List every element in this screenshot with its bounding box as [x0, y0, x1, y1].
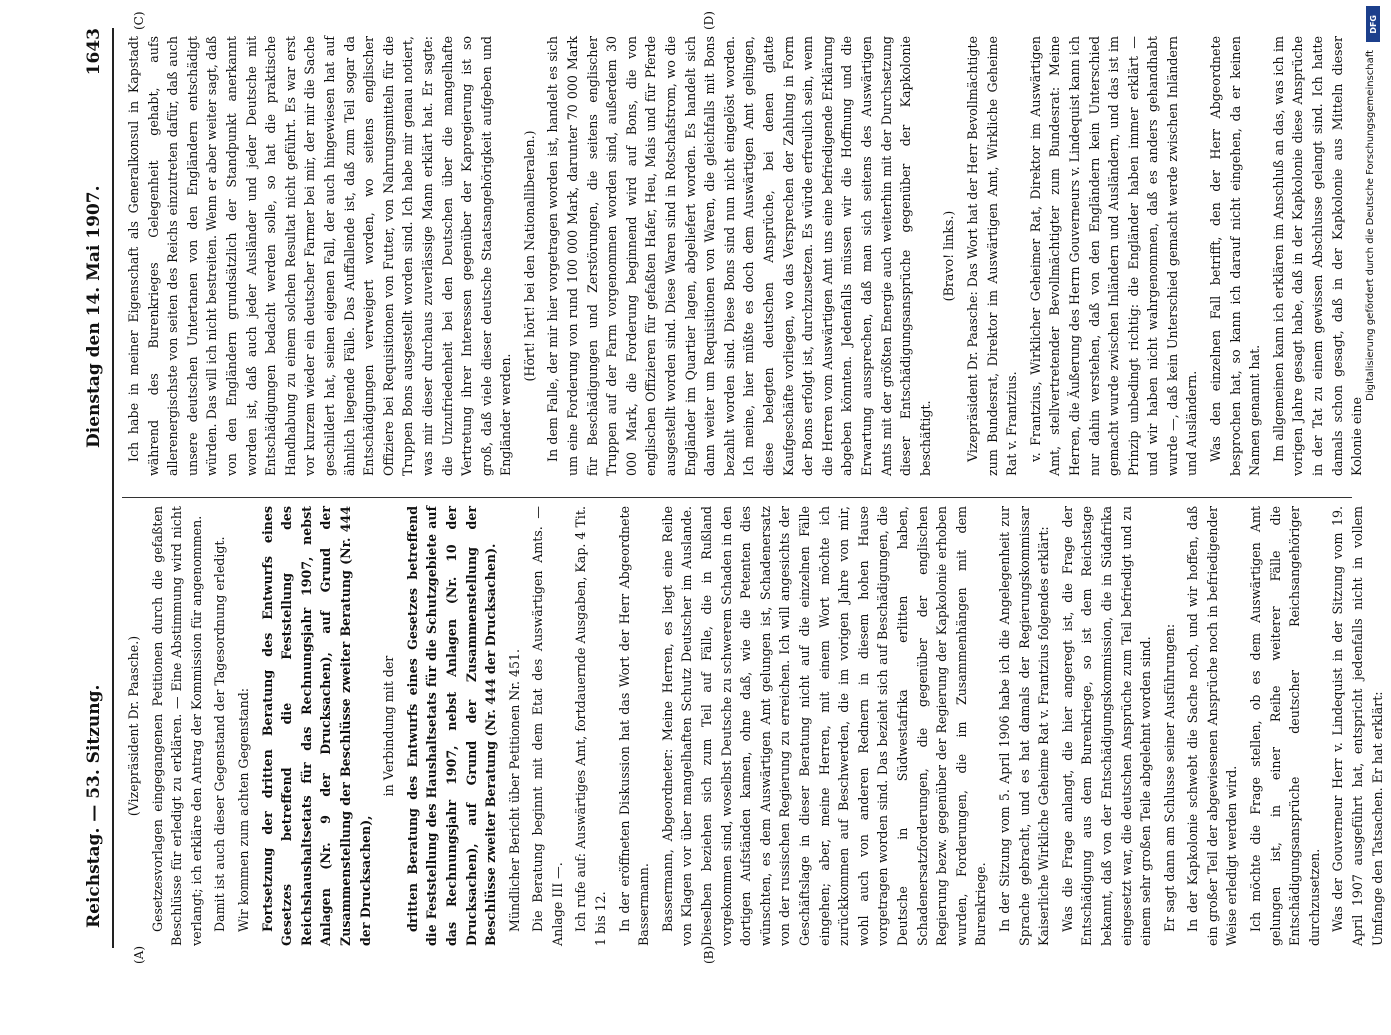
paragraph: Wir kommen zum achten Gegenstand:	[235, 687, 251, 932]
header-date: Dienstag den 14. Mai 1907.	[84, 185, 104, 448]
dfg-logo: DFG	[1366, 6, 1380, 42]
paragraph: Im allgemeinen kann ich erklären im Anschluß an das, was ich im vorigen Jahre gesagt habe, daß in der Kapkolonie diese Ansprüche in der Tat zu einem gewissen Abschlusse gelangt sind. Ich hatte damals schon gesagt, daß in der Kapkolonie aus Mitteln dieser Kolonie eine	[1270, 36, 1365, 476]
quotation: Was die Frage anlangt, die hier angeregt ist, die Frage der Entschädigung aus dem Burenkriege, so ist dem Reichstage bekannt, daß von der Entschädigungskommission, die in Südafrika eingesetzt war, die deutschen Ansprüche zum Teil befriedigt und zu einem sehr großen Teile abgelehnt worden sind.	[1059, 506, 1154, 946]
agenda-item: dritten Beratung des Entwurfs eines Gesetzes betreffend die Feststellung des Haushaltsetats für die Schutzgebiete auf das Rechnungsjahr 1907, nebst Anlagen (Nr. 10 der Drucksachen), auf Grund der Zusammenstellung der Beschlüsse zweiter Beratung (Nr. 444 der Drucksachen).	[404, 506, 499, 946]
left-column	[124, 506, 1391, 946]
agenda-item: Fortsetzung der dritten Beratung des Entwurfs eines Gesetzes betreffend die Feststellung des Reichshaushaltsetats für das Rechnungsjahr 1907, nebst Anlagen (Nr. 9 der Drucksachen), auf Grund der Zusammenstellung der Beschlüsse zweiter Beratung (Nr. 444 der Drucksachen),	[259, 506, 373, 946]
interjection: (Bravo! links.)	[941, 210, 957, 302]
paragraph: Gesetzesvorlagen eingegangenen Petitionen durch die gefaßten Beschlüsse für erledigt zu erklären. — Eine Abstimmung wird nicht verlangt; ich erkläre den Antrag der Kommission für angenommen.	[149, 506, 204, 946]
paragraph: Was der Gouverneur Herr v. Lindequist in der Sitzung vom 19. April 1907 ausgeführt hat, entspricht jedenfalls nicht in vollem Umfange den Tatsachen. Er hat erklärt:	[1330, 506, 1385, 946]
paragraph: Was den einzelnen Fall betrifft, den der Herr Abgeordnete besprochen hat, so kann ich darauf nicht eingehen, da er keinen Namen genannt hat.	[1208, 36, 1263, 476]
paragraph: Mündlicher Bericht über Petitionen Nr. 451.	[506, 648, 522, 932]
margin-mark-d: (D)	[702, 11, 716, 30]
paragraph: Er sagt dann am Schlusse seiner Ausführungen:	[1161, 623, 1177, 932]
margin-mark-c: (C)	[132, 11, 146, 30]
quotation: Ich habe in meiner Eigenschaft als Generalkonsul in Kapstadt während des Burenkrieges Gelegenheit gehabt, aufs allerenergischste von seiten des Reichs einzutreten dafür, daß auch unsere deutschen Untertanen von den Engländern entschädigt würden. Das will ich nicht bestreiten. Wenn er aber weiter sagt, daß von den Engländern grundsätzlich der Standpunkt anerkannt worden ist, daß auch jeder Ausländer und jeder Deutsche mit Entschädigungen bedacht werden solle, so hat die praktische Handhabung zu einem solchen Resultat nicht geführt. Es war erst vor kurzem wieder ein deutscher Farmer bei mir, der mir die Sache geschildert hat, seinen eigenen Fall, der auch hingewiesen hat auf ähnlich liegende Fälle. Das Auffallende ist, daß zum Teil sogar da Entschädigungen verweigert worden, wo seitens englischer Offiziere bei Requisitionen von Futter, von Nahrungsmitteln für die Truppen Bons ausgestellt worden sind. Ich habe mir genau notiert, was mir dieser durchaus zuverlässige Mann erklärt hat. Er sagte: die Unzufriedenheit bei den Deutschen über die mangelhafte Vertretung ihrer Interessen gegenüber der Kapregierung ist so groß, daß viele dieser deutsche Staatsangehörigkeit aufgeben und Engländer werden.	[126, 36, 514, 476]
paragraph: in Verbindung mit der	[381, 655, 397, 797]
header-left: Reichstag. — 53. Sitzung.	[84, 684, 104, 928]
paragraph: (Vizepräsident Dr. Paasche.)	[126, 635, 141, 817]
paragraph: Ich möchte die Frage stellen, ob es dem Auswärtigen Amt gelungen ist, in einer Reihe weiterer Fälle die Entschädigungsansprüche deutscher Reichsangehöriger durchzusetzen.	[1248, 506, 1322, 946]
funding-sidebar	[1365, 50, 1383, 1035]
page-number: 1643	[84, 28, 104, 76]
speech: Bassermann, Abgeordneter: Meine Herren, es liegt eine Reihe von Klagen vor über mangelhaften Schutz Deutscher im Auslande. Dieselben beziehen sich zum Teil auf Fälle, die in Rußland vorgekommen sind, woselbst Deutsche zu schwerem Schaden in den dortigen Aufständen kamen, ohne daß, wie die Petenten dies wünschten, es dem Auswärtigen Amt gelungen ist, Schadenersatz von der russischen Regierung zu erreichen. Ich will angesichts der Geschäftslage in dieser Beratung nicht auf die einzelnen Fälle eingehen; aber, meine Herren, mit einem Wort möchte ich zurückkommen auf Beschwerden, die im vorigen Jahre von mir, wohl auch von anderen Rednern in diesem hohen Hause vorgetragen worden sind. Das bezieht sich auf Beschädigungen, die Deutsche in Südwestafrika erlitten haben, Schadenersatzforderungen, die gegenüber der englischen Regierung bezw. gegenüber der Regierung der Kapkolonie erhoben wurden, Forderungen, die im Zusammenhängen mit dem Burenkriege.	[659, 506, 989, 946]
page-header	[80, 8, 110, 968]
margin-mark-b: (B)	[702, 945, 716, 964]
paragraph: In dem Falle, der mir hier vorgetragen worden ist, handelt es sich um eine Forderung von rund 100 000 Mark, darunter 70 000 Mark für Beschädigungen und Zerstörungen, die seitens englischer Truppen auf der Farm vorgenommen worden sind, außerdem 30 000 Mark, die Forderung beginnend wird auf Bons, die von englischen Offizieren für gefaßten Hafer, Heu, Mais und für Pferde ausgestellt worden sind. Diese Waren sind in Rotschafstrom, wo die Engländer im Quartier lagen, abgeliefert worden. Es handelt sich dann weiter um Requisitionen von Waren, die gleichfalls mit Bons bezahlt worden sind. Diese Bons sind nun nicht eingelöst worden. Ich meine, hier müßte es doch dem Auswärtigen Amt gelingen, diese belegten deutschen Ansprüche, bei denen glatte Kaufgeschäfte vorliegen, wo das Versprechen der Zahlung in Form der Bons erfolgt ist, durchzusetzen. Es würde erfreulich sein, wenn die Herren vom Auswärtigen Amt uns eine befriedigende Erklärung abgeben könnten. Jedenfalls müssen wir die Hoffnung und die Erwartung aussprechen, daß man sich seitens des Auswärtigen Amts mit der größten Energie auch weiterhin mit der Durchsetzung dieser Entschädigungsansprüche gegenüber der Kapkolonie beschäftigt.	[545, 36, 933, 476]
column-divider	[122, 497, 1352, 498]
speech: v. Frantzius, Wirklicher Geheimer Rat, Direktor im Auswärtigen Amt, stellvertretender Bevollmächtigter zum Bundesrat: Meine Herren, die Äußerung des Herrn Gouverneurs v. Lindequist kann ich nur dahin verstehen, daß von den Engländern kein Unterschied gemacht wurde zwischen Inländern und Ausländern, und das ist im Prinzip unbedingt richtig: die Engländer haben immer erklärt — und wir haben nicht wahrgenommen, daß es anders gehandhabt wurde —, daß kein Unterschied gemacht werde zwischen Inländern und Ausländern.	[1027, 36, 1200, 476]
paragraph: Ich rufe auf: Auswärtiges Amt, fortdauernde Ausgaben, Kap. 4 Tit. 1 bis 12.	[573, 506, 609, 946]
quotation: In der Kapkolonie schwebt die Sache noch, und wir hoffen, daß ein großer Teil der abgewiesenen Ansprüche noch in befriedigender Weise erledigt werden wird.	[1185, 506, 1240, 946]
margin-mark-a: (A)	[132, 945, 146, 964]
paragraph: In der eröffneten Diskussion hat das Wort der Herr Abgeordnete Bassermann.	[616, 506, 652, 946]
header-rule	[112, 28, 114, 948]
interjection: (Hört! hört! bei den Nationalliberalen.)	[521, 130, 537, 382]
funding-note: Digitalisierung gefördert durch die Deutsche Forschungsgemeinschaft	[1365, 50, 1376, 401]
paragraph: Vizepräsident Dr. Paasche: Das Wort hat der Herr Bevollmächtigte zum Bundesrat, Direktor im Auswärtigen Amt, Wirkliche Geheime Rat v. Frantzius.	[964, 35, 1020, 476]
right-column	[124, 36, 1371, 476]
paragraph: Damit ist auch dieser Gegenstand der Tagesordnung erledigt.	[212, 536, 228, 932]
paragraph: Die Beratung beginnt mit dem Etat des Auswärtigen Amts. — Anlage III —.	[530, 506, 565, 946]
paragraph: In der Sitzung vom 5. April 1906 habe ich die Angelegenheit zur Sprache gebracht, und es hat damals der Regierungskommissar Kaiserliche Wirkliche Geheime Rat v. Frantzius folgendes erklärt:	[996, 506, 1052, 946]
